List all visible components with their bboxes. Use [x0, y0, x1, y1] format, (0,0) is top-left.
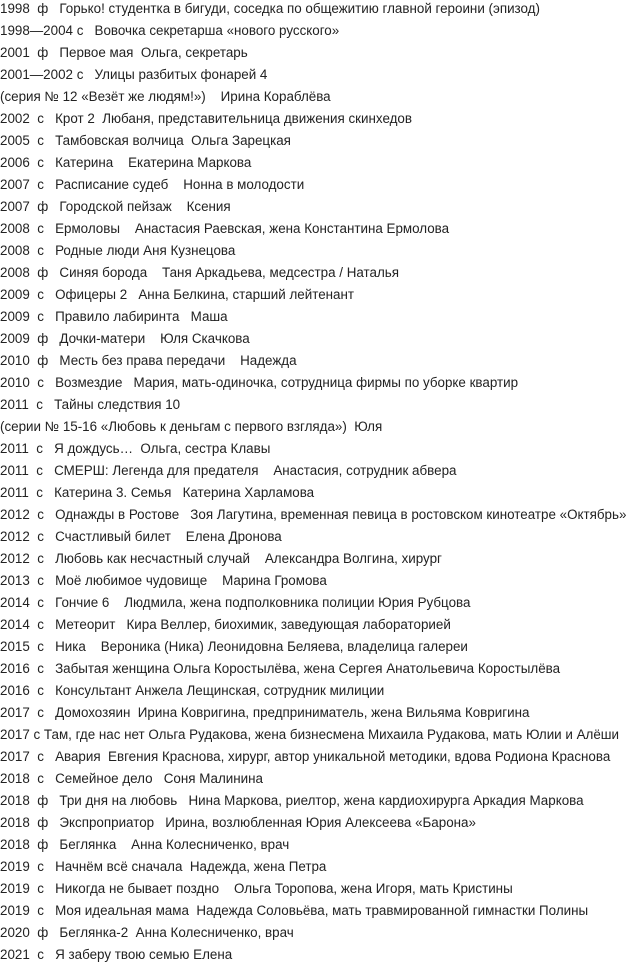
- film-entry: 2020 ф Беглянка-2 Анна Колесниченко, врач: [0, 925, 294, 940]
- film-entry: 2010 с Возмездие Мария, мать-одиночка, сотрудница фирмы по уборке квартир: [0, 375, 519, 390]
- film-entry: 2018 ф Экспроприатор Ирина, возлюбленная Юрия Алексеева «Барона»: [0, 815, 476, 830]
- film-entry: 2012 с Счастливый билет Елена Дронова: [0, 529, 282, 544]
- film-entry: 2019 с Никогда не бывает поздно Ольга Торопова, жена Игоря, мать Кристины: [0, 881, 513, 896]
- film-entry: 2009 с Правило лабиринта Маша: [0, 309, 228, 324]
- film-entry: (серия № 12 «Везёт же людям!») Ирина Кораблёва: [0, 89, 331, 104]
- film-entry: 2016 с Консультант Анжела Лещинская, сотрудник милиции: [0, 683, 385, 698]
- film-entry: 2009 ф Дочки-матери Юля Скачкова: [0, 331, 250, 346]
- film-entry: 2008 с Ермоловы Анастасия Раевская, жена Константина Ермолова: [0, 221, 450, 236]
- film-entry: 1998—2004 с Вовочка секретарша «нового русского»: [0, 23, 340, 38]
- film-entry: 2015 с Ника Вероника (Ника) Леонидовна Беляева, владелица галереи: [0, 639, 468, 654]
- film-entry: 2016 с Забытая женщина Ольга Коростылёва, жена Сергея Анатольевича Коростылёва: [0, 661, 561, 676]
- film-entry: 2010 ф Месть без права передачи Надежда: [0, 353, 297, 368]
- film-entry: 2007 ф Городской пейзаж Ксения: [0, 199, 231, 214]
- film-entry: 2018 ф Три дня на любовь Нина Маркова, риелтор, жена кардиохирурга Аркадия Маркова: [0, 793, 584, 808]
- film-entry: 2017 с Авария Евгения Краснова, хирург, автор уникальной методики, вдова Родиона Краснова: [0, 749, 611, 764]
- film-entry: 2014 с Метеорит Кира Веллер, биохимик, заведующая лабораторией: [0, 617, 451, 632]
- film-entry: 2018 с Семейное дело Соня Малинина: [0, 771, 263, 786]
- film-entry: 2011 с Тайны следствия 10: [0, 397, 181, 412]
- film-entry: 2006 с Катерина Екатерина Маркова: [0, 155, 252, 170]
- film-entry: 2012 с Однажды в Ростове Зоя Лагутина, временная певица в ростовском кинотеатре «Октябрь»: [0, 507, 627, 522]
- film-entry: 2001 ф Первое мая Ольга, секретарь: [0, 45, 248, 60]
- film-entry: 1998 ф Горько! студентка в бигуди, соседка по общежитию главной героини (эпизод): [0, 1, 540, 16]
- film-entry: 2017 с Там, где нас нет Ольга Рудакова, жена бизнесмена Михаила Рудакова, мать Юлии и Алёши: [0, 727, 620, 742]
- film-entry: 2014 с Гончие 6 Людмила, жена подполковника полиции Юрия Рубцова: [0, 595, 471, 610]
- film-entry: 2011 с Я дождусь… Ольга, сестра Клавы: [0, 441, 271, 456]
- film-entry: 2008 с Родные люди Аня Кузнецова: [0, 243, 236, 258]
- film-entry: 2005 с Тамбовская волчица Ольга Зарецкая: [0, 133, 291, 148]
- film-entry: 2018 ф Беглянка Анна Колесниченко, врач: [0, 837, 290, 852]
- film-entry: 2017 с Домохозяин Ирина Ковригина, предприниматель, жена Вильяма Ковригина: [0, 705, 530, 720]
- film-entry: 2002 с Крот 2 Любаня, представительница движения скинхедов: [0, 111, 412, 126]
- film-entry: 2008 ф Синяя борода Таня Аркадьева, медсестра / Наталья: [0, 265, 399, 280]
- film-entry: 2011 с СМЕРШ: Легенда для предателя Анастасия, сотрудник абвера: [0, 463, 457, 478]
- film-entry: 2001—2002 с Улицы разбитых фонарей 4: [0, 67, 268, 82]
- film-entry: 2019 с Моя идеальная мама Надежда Соловьёва, мать травмированной гимнастки Полины: [0, 903, 589, 918]
- film-entry: 2011 с Катерина 3. Семья Катерина Харламова: [0, 485, 315, 500]
- film-entry: 2012 с Любовь как несчастный случай Александра Волгина, хирург: [0, 551, 442, 566]
- film-entry: 2007 с Расписание судеб Нонна в молодости: [0, 177, 305, 192]
- film-entry: 2009 с Офицеры 2 Анна Белкина, старший лейтенант: [0, 287, 355, 302]
- film-entry: 2021 с Я заберу твою семью Елена: [0, 947, 233, 962]
- film-entry: 2013 с Моё любимое чудовище Марина Громова: [0, 573, 327, 588]
- film-entry: 2019 с Начнём всё сначала Надежда, жена Петра: [0, 859, 327, 874]
- film-entry: (серии № 15-16 «Любовь к деньгам с первого взгляда») Юля: [0, 419, 383, 434]
